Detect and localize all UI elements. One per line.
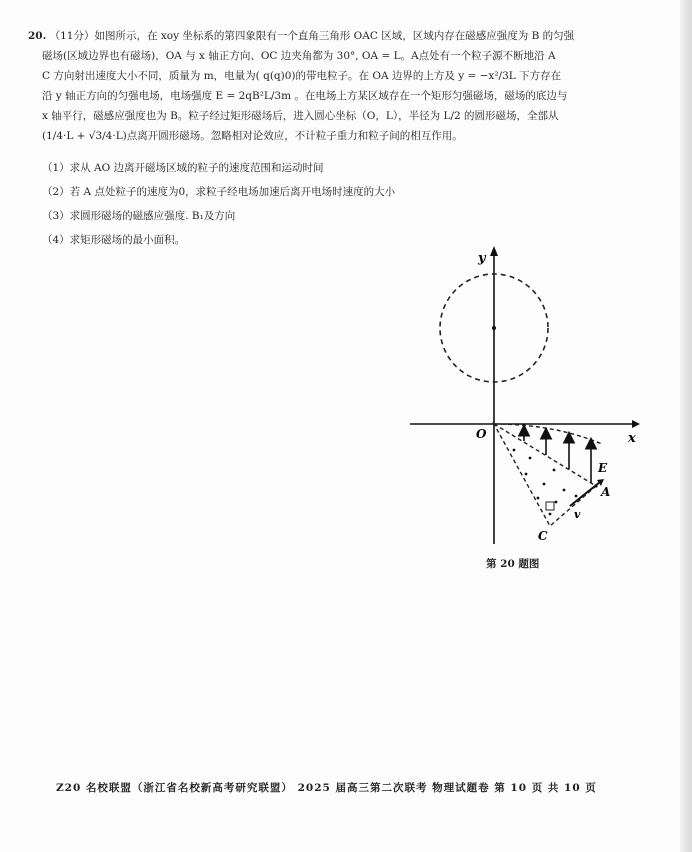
page-footer: Z20 名校联盟（浙江省名校新高考研究联盟） 2025 届高三第二次联考 物理试题卷 第 10 页 共 10 页: [56, 782, 597, 794]
velocity-vector: [570, 482, 600, 506]
sub-question-2: （2）若 A 点处粒子的速度为0，求粒子经电场加速后离开电场时速度的大小: [42, 186, 396, 198]
magnetic-field-dots: [513, 449, 578, 516]
question-20: [28, 26, 648, 146]
x-axis-label: x: [628, 431, 636, 446]
parabola-boundary: [494, 424, 602, 444]
electric-field-arrows: [524, 427, 591, 483]
sub-question-4: （4）求矩形磁场的最小面积。: [42, 234, 186, 246]
x-axis-arrow: [632, 420, 640, 428]
right-angle-mark: [546, 502, 554, 510]
y-axis-arrow: [490, 246, 498, 256]
question-line-5: x 轴平行，磁感应强度也为 B。粒子经过矩形磁场后，进入圆心坐标（O，L），半径为 L/2 的圆形磁场，全部从: [42, 110, 559, 122]
question-line-4: 沿 y 轴正方向的匀强电场，电场强度 E = 2qB²L/3m 。在电场上方某区域存在一个矩形匀强磁场，磁场的底边与: [42, 90, 568, 102]
velocity-label: v: [574, 508, 581, 521]
origin-label: O: [476, 427, 487, 441]
question-line-6: (1/4·L + √3/4·L)点离开圆形磁场。忽略相对论效应，不计粒子重力和粒子间的相互作用。: [42, 130, 463, 142]
y-axis-label: y: [478, 251, 486, 266]
point-c-label: C: [538, 529, 548, 543]
page-edge-shadow: [680, 0, 692, 852]
question-line-2: 磁场(区域边界也有磁场)，OA 与 x 轴正方向、OC 边夹角都为 30°, OA = L。A点处有一个粒子源不断地沿 A: [42, 50, 556, 62]
question-line-3: C 方向射出速度大小不同，质量为 m，电量为( q(q)0)的带电粒子。在 OA 边界的上方及 y = −x²/3L 下方存在: [42, 70, 562, 82]
e-field-label: E: [598, 461, 608, 475]
question-number: 20.: [28, 30, 47, 42]
sub-question-1: （1）求从 AO 边离开磁场区域的粒子的速度范围和运动时间: [42, 162, 324, 174]
question-line-1: 20. （11分）如图所示，在 xoy 坐标系的第四象限有一个直角三角形 OAC 区域，区域内存在磁感应强度为 B 的匀强: [28, 30, 575, 42]
sub-question-3: （3）求圆形磁场的磁感应强度. B₁及方向: [42, 210, 236, 222]
figure-diagram: [404, 244, 644, 554]
figure-caption: 第 20 题图: [486, 558, 540, 570]
circle-center-dot: [492, 326, 496, 330]
triangle-oac: [494, 424, 596, 526]
point-a-label: A: [601, 485, 611, 499]
